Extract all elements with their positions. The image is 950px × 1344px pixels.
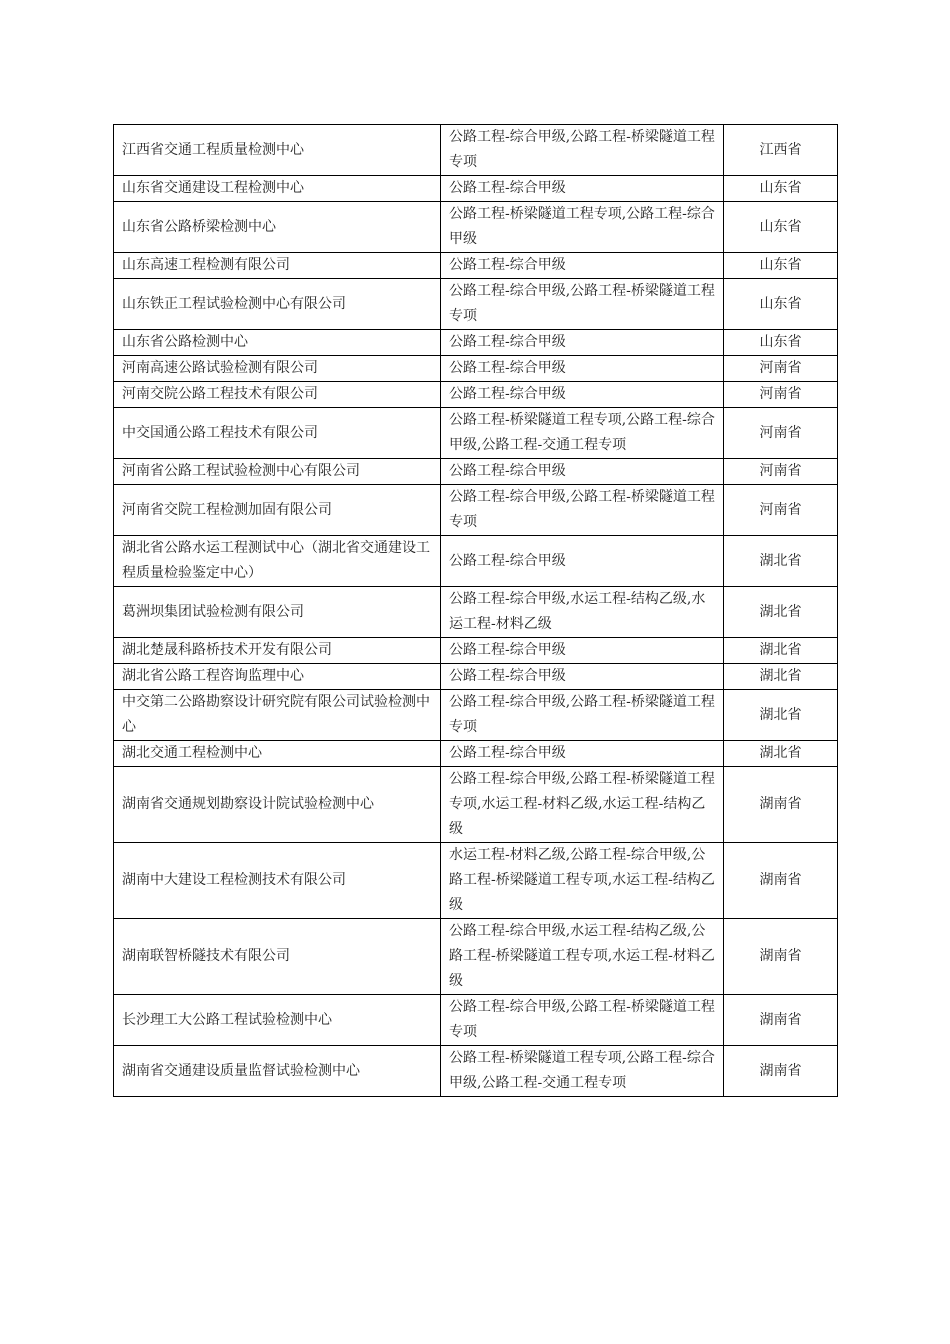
province-cell: 山东省 [724,330,838,356]
institution-name-cell: 湖南省交通规划勘察设计院试验检测中心 [114,767,441,843]
qualification-cell: 公路工程-综合甲级 [441,253,724,279]
province-cell: 河南省 [724,356,838,382]
province-cell: 山东省 [724,176,838,202]
table-row [114,382,838,408]
qualification-cell: 公路工程-综合甲级 [441,382,724,408]
province-cell: 湖南省 [724,995,838,1046]
institution-name-cell: 湖北交通工程检测中心 [114,741,441,767]
institution-name-cell: 江西省交通工程质量检测中心 [114,125,441,176]
table-row [114,919,838,995]
table-row [114,253,838,279]
qualification-cell: 公路工程-综合甲级 [441,459,724,485]
table-row [114,408,838,459]
institution-name-cell: 中交国通公路工程技术有限公司 [114,408,441,459]
institution-name-cell: 湖南省交通建设质量监督试验检测中心 [114,1046,441,1097]
qualification-cell: 公路工程-综合甲级 [441,330,724,356]
qualification-cell: 公路工程-综合甲级 [441,638,724,664]
institution-name-cell: 山东省公路检测中心 [114,330,441,356]
qualification-cell: 公路工程-综合甲级 [441,536,724,587]
qualification-cell: 公路工程-综合甲级,水运工程-结构乙级,公路工程-桥梁隧道工程专项,水运工程-材料乙级 [441,919,724,995]
province-cell: 山东省 [724,202,838,253]
province-cell: 河南省 [724,459,838,485]
institution-name-cell: 中交第二公路勘察设计研究院有限公司试验检测中心 [114,690,441,741]
table-row [114,690,838,741]
table-row [114,741,838,767]
table-body [114,125,838,1097]
institution-name-cell: 湖北省公路水运工程测试中心（湖北省交通建设工程质量检验鉴定中心） [114,536,441,587]
province-cell: 山东省 [724,253,838,279]
qualification-cell: 公路工程-桥梁隧道工程专项,公路工程-综合甲级,公路工程-交通工程专项 [441,1046,724,1097]
province-cell: 湖北省 [724,536,838,587]
province-cell: 湖南省 [724,843,838,919]
qualification-cell: 公路工程-综合甲级 [441,356,724,382]
table-row [114,587,838,638]
province-cell: 湖南省 [724,919,838,995]
institution-name-cell: 葛洲坝集团试验检测有限公司 [114,587,441,638]
institution-name-cell: 山东铁正工程试验检测中心有限公司 [114,279,441,330]
institution-name-cell: 湖北省公路工程咨询监理中心 [114,664,441,690]
institution-name-cell: 山东省公路桥梁检测中心 [114,202,441,253]
province-cell: 湖南省 [724,767,838,843]
institution-name-cell: 河南交院公路工程技术有限公司 [114,382,441,408]
institution-name-cell: 河南高速公路试验检测有限公司 [114,356,441,382]
institution-name-cell: 河南省交院工程检测加固有限公司 [114,485,441,536]
institution-name-cell: 湖南联智桥隧技术有限公司 [114,919,441,995]
province-cell: 湖北省 [724,638,838,664]
province-cell: 江西省 [724,125,838,176]
province-cell: 湖北省 [724,664,838,690]
table-row [114,843,838,919]
table-row [114,638,838,664]
institution-name-cell: 河南省公路工程试验检测中心有限公司 [114,459,441,485]
table-row [114,356,838,382]
province-cell: 湖北省 [724,587,838,638]
qualification-cell: 公路工程-综合甲级 [441,176,724,202]
qualification-cell: 公路工程-综合甲级 [441,741,724,767]
qualification-cell: 公路工程-桥梁隧道工程专项,公路工程-综合甲级 [441,202,724,253]
qualification-cell: 公路工程-综合甲级,公路工程-桥梁隧道工程专项 [441,995,724,1046]
qualification-cell: 公路工程-桥梁隧道工程专项,公路工程-综合甲级,公路工程-交通工程专项 [441,408,724,459]
institution-name-cell: 山东省交通建设工程检测中心 [114,176,441,202]
table-row [114,125,838,176]
table-row [114,767,838,843]
table-row [114,279,838,330]
table-row [114,664,838,690]
table-row [114,176,838,202]
institution-name-cell: 山东高速工程检测有限公司 [114,253,441,279]
qualification-table [113,124,838,1097]
qualification-cell: 公路工程-综合甲级,公路工程-桥梁隧道工程专项 [441,690,724,741]
qualification-cell: 公路工程-综合甲级 [441,664,724,690]
table-row [114,485,838,536]
institution-name-cell: 湖南中大建设工程检测技术有限公司 [114,843,441,919]
table-row [114,330,838,356]
institution-name-cell: 长沙理工大公路工程试验检测中心 [114,995,441,1046]
qualification-cell: 公路工程-综合甲级,公路工程-桥梁隧道工程专项,水运工程-材料乙级,水运工程-结构乙级 [441,767,724,843]
qualification-cell: 公路工程-综合甲级,水运工程-结构乙级,水运工程-材料乙级 [441,587,724,638]
province-cell: 河南省 [724,485,838,536]
table-row [114,536,838,587]
qualification-cell: 水运工程-材料乙级,公路工程-综合甲级,公路工程-桥梁隧道工程专项,水运工程-结构乙级 [441,843,724,919]
table-row [114,1046,838,1097]
table-row [114,459,838,485]
table-row [114,995,838,1046]
qualification-cell: 公路工程-综合甲级,公路工程-桥梁隧道工程专项 [441,279,724,330]
province-cell: 河南省 [724,408,838,459]
qualification-cell: 公路工程-综合甲级,公路工程-桥梁隧道工程专项 [441,125,724,176]
institution-name-cell: 湖北楚晟科路桥技术开发有限公司 [114,638,441,664]
table-row [114,202,838,253]
province-cell: 湖南省 [724,1046,838,1097]
province-cell: 湖北省 [724,690,838,741]
province-cell: 河南省 [724,382,838,408]
province-cell: 湖北省 [724,741,838,767]
province-cell: 山东省 [724,279,838,330]
qualification-cell: 公路工程-综合甲级,公路工程-桥梁隧道工程专项 [441,485,724,536]
